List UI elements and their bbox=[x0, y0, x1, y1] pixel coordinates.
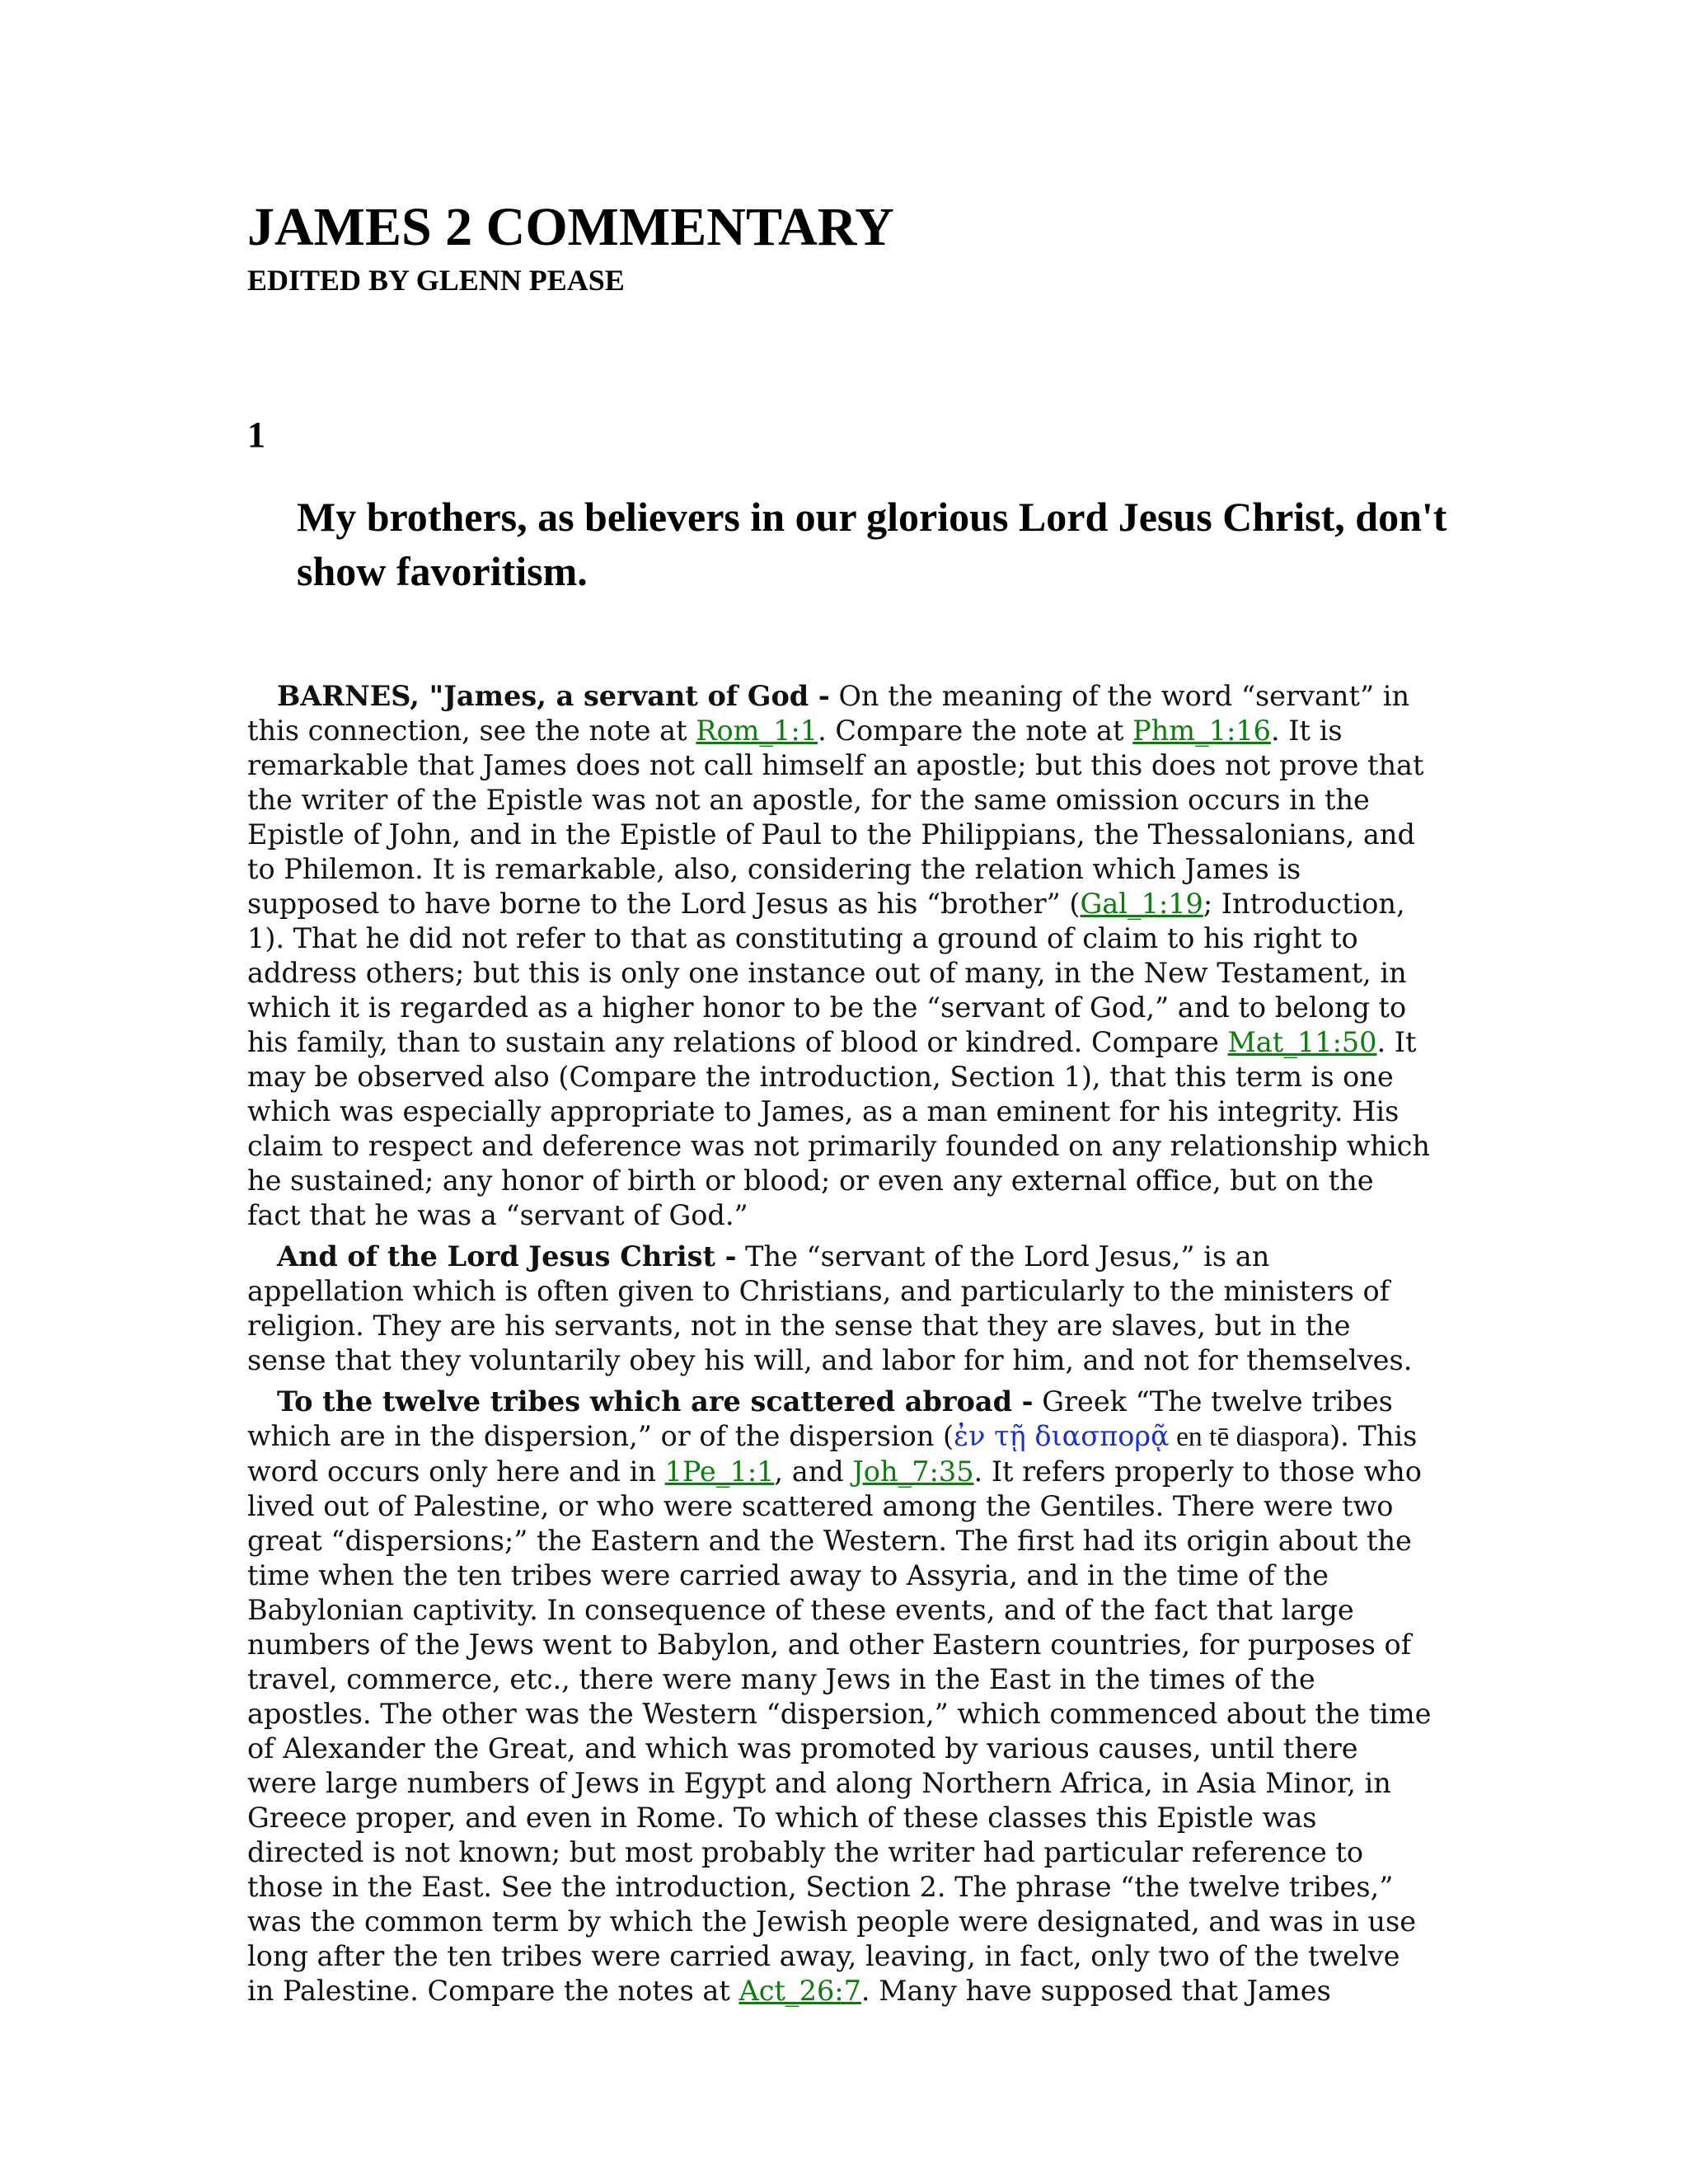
commentary-body bbox=[247, 679, 1432, 2015]
paragraph-lead: To the twelve tribes which are scattered abroad - bbox=[277, 1385, 1034, 1418]
commentary-paragraph-1 bbox=[247, 679, 1432, 1233]
scripture-link-joh-7-35[interactable]: Joh_7:35 bbox=[852, 1455, 974, 1488]
paragraph-text: The “servant of the Lord Jesus,” is an appellation which is often given to Christians, and particularly to the ministers of religion. They are his servants, not in the sense that they are slaves, but in the sense that they voluntarily obey his will, and labor for him, and not for themselves. bbox=[247, 1240, 1413, 1376]
transliteration: en tē diaspora bbox=[1169, 1422, 1330, 1452]
paragraph-text: . Compare the note at bbox=[818, 715, 1133, 747]
commentary-paragraph-3 bbox=[247, 1385, 1432, 2008]
paragraph-lead: And of the Lord Jesus Christ - bbox=[277, 1240, 737, 1272]
paragraph-lead: BARNES, "James, a servant of God - bbox=[277, 680, 830, 712]
paragraph-text: ; Introduction, 1). That he did not refer to that as constituting a ground of claim to his right to address others; but this is only one instance out of many, in the New Testament, in which it is regarded as a higher honor to be the “servant of God,” and to belong to his family, than to sustain any relations of blood or kindred. Compare bbox=[247, 888, 1407, 1058]
scripture-link-1pe-1-1[interactable]: 1Pe_1:1 bbox=[664, 1455, 775, 1488]
greek-phrase: ἐν τῇ διασπορᾷ bbox=[954, 1420, 1170, 1452]
paragraph-text: . It refers properly to those who lived out of Palestine, or who were scattered among the Gentiles. There were two great “dispersions;” the Eastern and the Western. The first had its origin about the time when the ten tribes were carried away to Assyria, and in the time of the Babylonian captivity. In consequence of these events, and of the fact that large numbers of the Jews went to Babylon, and other Eastern countries, for purposes of travel, commerce, etc., there were many Jews in the East in the times of the apostles. The other was the Western “dispersion,” which commenced about the time of Alexander the Great, and which was promoted by various causes, until there were large numbers of Jews in Egypt and along Northern Africa, in Asia Minor, in Greece proper, and even in Rome. To which of these classes this Epistle was directed is not known; but most probably the writer had particular reference to those in the East. See the introduction, Section 2. The phrase “the twelve tribes,” was the common term by which the Jewish people were designated, and was in use long after the ten tribes were carried away, leaving, in fact, only two of the twelve in Palestine. Compare the notes at bbox=[247, 1455, 1432, 2007]
scripture-link-rom-1-1[interactable]: Rom_1:1 bbox=[696, 715, 818, 747]
paragraph-text: ). This word occurs only here and in bbox=[247, 1420, 1418, 1488]
verse-number: 1 bbox=[247, 415, 265, 455]
scripture-link-act-26-7[interactable]: Act_26:7 bbox=[738, 1975, 861, 2007]
scripture-link-phm-1-16[interactable]: Phm_1:16 bbox=[1132, 715, 1271, 747]
paragraph-text: . Many have supposed that James bbox=[860, 1975, 1331, 2007]
commentary-paragraph-2 bbox=[247, 1240, 1432, 1378]
paragraph-text: Greek “The twelve tribes which are in the dispersion,” or of the dispersion ( bbox=[247, 1385, 1393, 1452]
paragraph-text: . It is remarkable that James does not call himself an apostle; but this does not prove that the writer of the Epistle was not an apostle, for the same omission occurs in the Epistle of John, and in the Epistle of Paul to the Philippians, the Thessalonians, and to Philemon. It is remarkable, also, considering the relation which James is supposed to have borne to the Lord Jesus as his “brother” ( bbox=[247, 715, 1424, 920]
paragraph-text: , and bbox=[774, 1455, 853, 1488]
paragraph-text: . It may be observed also (Compare the introduction, Section 1), that this term is one which was especially appropriate to James, as a man eminent for his integrity. His claim to respect and deference was not primarily founded on any relationship which he sustained; any honor of birth or blood; or even any external office, but on the fact that he was a “servant of God.” bbox=[247, 1026, 1431, 1231]
scripture-link-gal-1-19[interactable]: Gal_1:19 bbox=[1080, 888, 1203, 920]
verse-text: My brothers, as believers in our glorious Lord Jesus Christ, don't show favoritism. bbox=[297, 494, 1447, 594]
document-subtitle: EDITED BY GLENN PEASE bbox=[247, 264, 625, 297]
paragraph-text: On the meaning of the word “servant” in this connection, see the note at bbox=[247, 680, 1410, 747]
scripture-link-mat-11-50[interactable]: Mat_11:50 bbox=[1227, 1026, 1377, 1058]
document-title: JAMES 2 COMMENTARY bbox=[247, 197, 894, 257]
